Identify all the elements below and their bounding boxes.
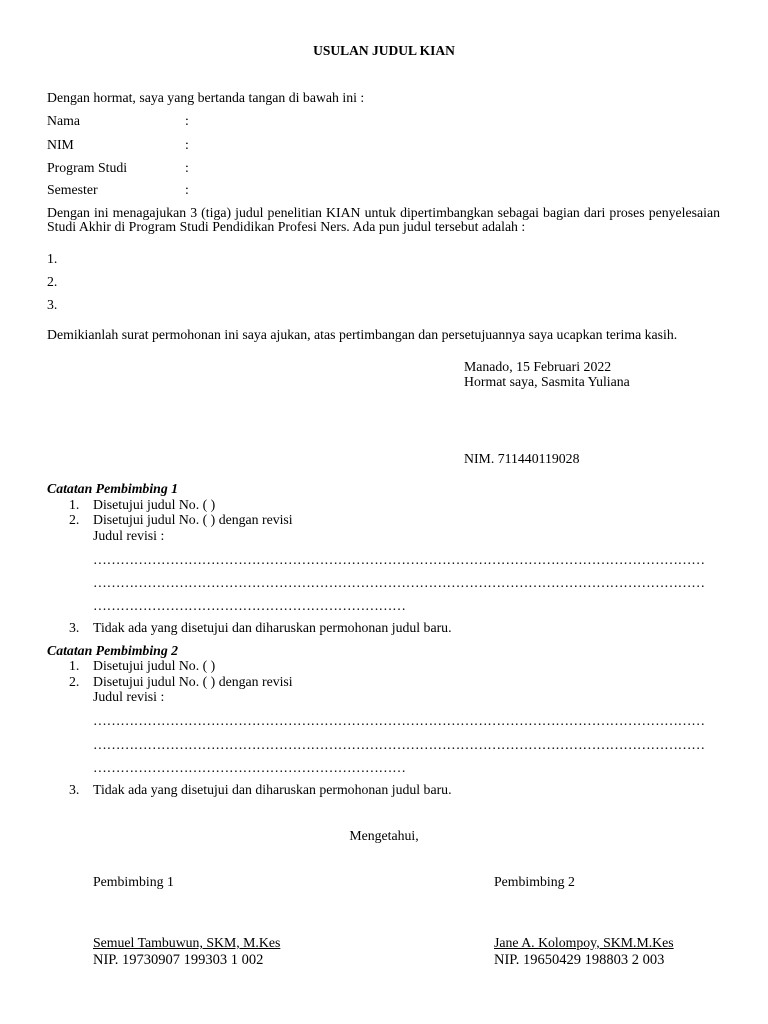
supervisor-name-1: Semuel Tambuwun, SKM, M.Kes (93, 935, 281, 950)
supervisor-nip-1: NIP. 19730907 199303 1 002 (93, 952, 264, 968)
supervisor-role-2: Pembimbing 2 (494, 874, 575, 889)
regards-line: Hormat saya, Sasmita Yuliana (464, 374, 630, 389)
acknowledge-text: Mengetahui, (349, 828, 419, 843)
title-slot: 1. (47, 251, 58, 266)
option-approved-revision: Disetujui judul No. ( ) dengan revisi (93, 512, 293, 527)
list-number: 3. (69, 620, 80, 635)
option-approved: Disetujui judul No. ( ) (93, 658, 216, 673)
revision-dotted-line: ……………………………………………………………………………………………………………………… (93, 552, 705, 567)
applicant-nim: NIM. 711440119028 (464, 451, 580, 466)
supervisor-name-2: Jane A. Kolompoy, SKM.M.Kes (494, 935, 674, 950)
intro-text: Dengan hormat, saya yang bertanda tangan di bawah ini : (47, 90, 365, 105)
supervisor-role-1: Pembimbing 1 (93, 874, 174, 889)
field-label-semester: Semester (47, 182, 98, 197)
option-none-approved: Tidak ada yang disetujui dan diharuskan permohonan judul baru. (93, 620, 452, 635)
supervisor-nip-2: NIP. 19650429 198803 2 003 (494, 952, 665, 968)
revision-label: Judul revisi : (93, 528, 165, 543)
revision-dotted-line: ……………………………………………………………………………………………………………………… (93, 713, 705, 728)
field-colon: : (185, 137, 189, 152)
option-approved: Disetujui judul No. ( ) (93, 497, 216, 512)
notes-heading-2: Catatan Pembimbing 2 (47, 643, 179, 658)
document-title: USULAN JUDUL KIAN (313, 43, 455, 58)
field-label-nama: Nama (47, 113, 80, 128)
field-label-nim: NIM (47, 137, 74, 152)
field-colon: : (185, 160, 189, 175)
revision-dotted-line: ……………………………………………………………………………………………………………………… (93, 737, 705, 752)
title-slot: 2. (47, 274, 58, 289)
revision-dotted-line-short: …………………………………………………………… (93, 598, 406, 613)
notes-heading-1: Catatan Pembimbing 1 (47, 481, 179, 496)
list-number: 2. (69, 512, 80, 527)
place-date: Manado, 15 Februari 2022 (464, 359, 612, 374)
option-none-approved: Tidak ada yang disetujui dan diharuskan permohonan judul baru. (93, 782, 452, 797)
title-slot: 3. (47, 297, 58, 312)
proposal-paragraph: Dengan ini menagajukan 3 (tiga) judul penelitian KIAN untuk dipertimbangkan sebagai bagian dari proses penyelesaian Studi Akhir di Program Studi Pendidikan Profesi Ners. Ada pun judul tersebut adalah : (47, 205, 720, 234)
field-colon: : (185, 113, 189, 128)
field-colon: : (185, 182, 189, 197)
option-approved-revision: Disetujui judul No. ( ) dengan revisi (93, 674, 293, 689)
revision-dotted-line-short: …………………………………………………………… (93, 760, 406, 775)
list-number: 1. (69, 658, 80, 673)
field-label-program-studi: Program Studi (47, 160, 128, 175)
list-number: 3. (69, 782, 80, 797)
list-number: 2. (69, 674, 80, 689)
revision-dotted-line: ……………………………………………………………………………………………………………………… (93, 575, 705, 590)
closing-text: Demikianlah surat permohonan ini saya ajukan, atas pertimbangan dan persetujuannya saya ucapkan terima kasih. (47, 327, 678, 342)
list-number: 1. (69, 497, 80, 512)
revision-label: Judul revisi : (93, 689, 165, 704)
